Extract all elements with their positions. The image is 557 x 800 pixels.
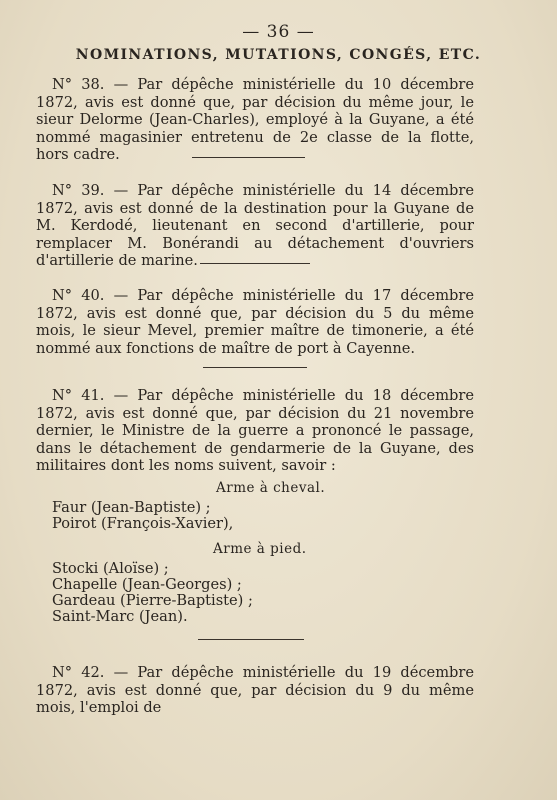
paragraph-40 bbox=[36, 287, 474, 357]
paragraph-42-text: N° 42. — Par dépêche ministérielle du 19 décembre 1872, avis est donné que, par décision du 9 du même mois, l'emploi de bbox=[36, 664, 474, 717]
paragraph-41-text: N° 41. — Par dépêche ministérielle du 18 décembre 1872, avis est donné que, par décision du 21 novembre dernier, le Ministre de la guerre a prononcé le passage, dans le détachement de gendarmerie de la Guyane, des militaires dont les noms suivent, savoir : bbox=[36, 387, 474, 475]
infantry-name: Stocki (Aloïse) ; bbox=[52, 560, 169, 577]
paragraph-39 bbox=[36, 182, 474, 270]
divider-rule bbox=[198, 639, 304, 640]
infantry-name: Chapelle (Jean-Georges) ; bbox=[52, 576, 242, 593]
cavalry-name: Poirot (François-Xavier), bbox=[52, 515, 234, 532]
divider-rule bbox=[203, 367, 307, 368]
page-header-title: NOMINATIONS, MUTATIONS, CONGÉS, ETC. bbox=[75, 47, 482, 63]
paragraph-42 bbox=[36, 664, 474, 717]
cavalry-heading: Arme à cheval. bbox=[216, 480, 326, 496]
divider-rule bbox=[200, 263, 310, 264]
infantry-name: Saint-Marc (Jean). bbox=[52, 608, 188, 625]
infantry-name: Gardeau (Pierre-Baptiste) ; bbox=[52, 592, 253, 609]
paragraph-38-text: N° 38. — Par dépêche ministérielle du 10 décembre 1872, avis est donné que, par décision du même jour, le sieur Delorme (Jean-Charles), employé à la Guyane, a été nommé magasinier entretenu de 2e classe de la flotte, hors cadre. bbox=[36, 76, 474, 164]
paragraph-38 bbox=[36, 76, 474, 164]
divider-rule bbox=[192, 157, 305, 158]
infantry-heading: Arme à pied. bbox=[213, 541, 307, 557]
paragraph-39-text: N° 39. — Par dépêche ministérielle du 14 décembre 1872, avis est donné de la destination pour la Guyane de M. Kerdodé, lieutenant en second d'artillerie, pour remplacer M. Bonérandi au détachement d'ouvriers d'artillerie de marine. bbox=[36, 182, 474, 270]
paragraph-40-text: N° 40. — Par dépêche ministérielle du 17 décembre 1872, avis est donné que, par décision du 5 du même mois, le sieur Mevel, premier maître de timonerie, a été nommé aux fonctions de maître de port à Cayenne. bbox=[36, 287, 474, 357]
cavalry-name: Faur (Jean-Baptiste) ; bbox=[52, 499, 211, 516]
paragraph-41 bbox=[36, 387, 474, 475]
page-number: — 36 — bbox=[242, 22, 315, 42]
